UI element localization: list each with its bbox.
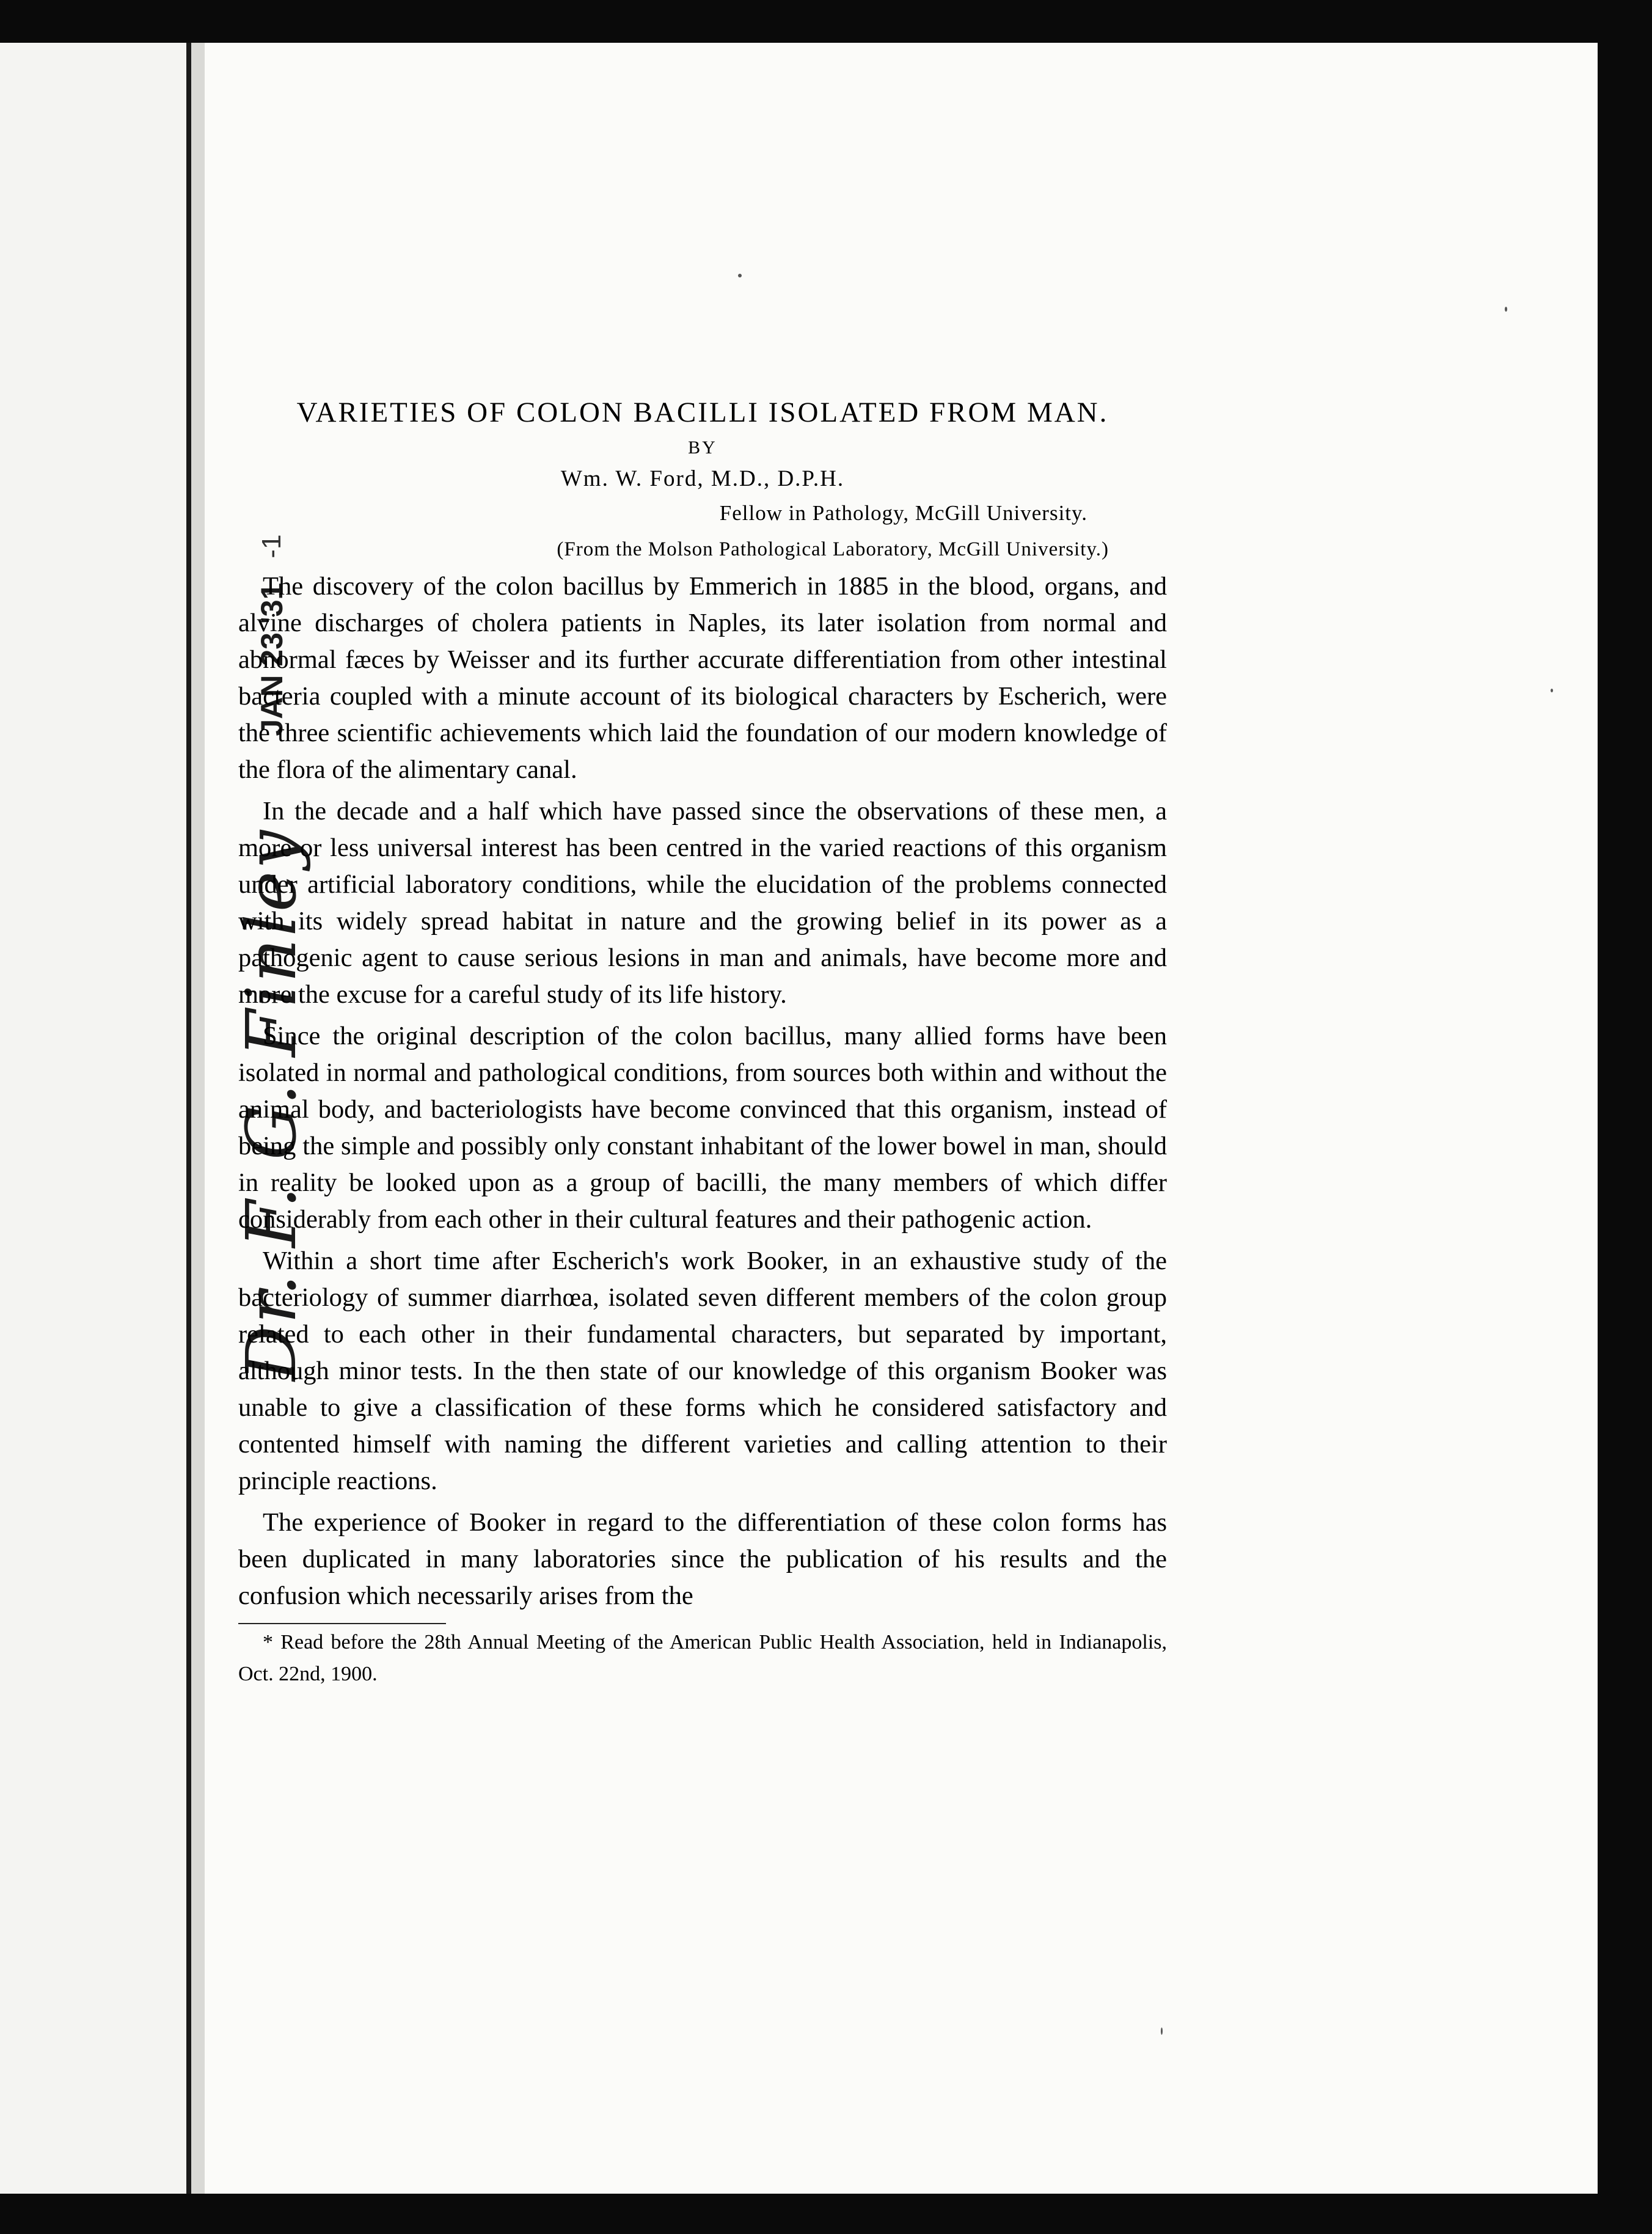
handwritten-signature: Dr. F. G. Finley [232, 827, 312, 1381]
paragraph: In the decade and a half which have passed since the observations of these men, a more or less universal interest has been centred in the varied reactions of this organism under artificial laboratory conditions, while the elucidation of the problems connected with its widely spread habitat in nature and the growing belief in its power as a pathogenic agent to cause serious lesions in man and animals, have become more and more the excuse for a careful study of its life history. [238, 797, 1167, 1009]
ink-speck [738, 274, 742, 277]
footnote-divider [238, 1623, 446, 1624]
ink-speck [1161, 2027, 1163, 2035]
stamp-mark: -1 [257, 534, 287, 558]
byline: BY [688, 438, 717, 458]
ink-speck [1551, 689, 1553, 692]
paragraph: Since the original description of the colon bacillus, many allied forms have been isolated in normal and pathological conditions, from sources both within and without the animal body, and bacteriologists have become convinced that this organism, instead of being the simple and possibly only constant inhabitant of the lower bowel in man, should in reality be looked upon as a group of bacilli, the many members of which differ considerably from each other in their cultural features and their pathogenic action. [238, 1022, 1167, 1234]
ink-speck [1505, 307, 1507, 312]
article-title: VARIETIES OF COLON BACILLI ISOLATED FROM MAN. [296, 397, 1109, 428]
book-spine [186, 43, 191, 2194]
author-position: Fellow in Pathology, McGill University. [719, 501, 1087, 525]
page-gutter [191, 43, 205, 2194]
paragraph: The discovery of the colon bacillus by Emmerich in 1885 in the blood, organs, and alvine discharges of cholera patients in Naples, its later isolation from normal and abnormal fæces by Weisser and its further accurate differentiation from other intestinal bacteria coupled with a minute account of its biological characters by Escherich, were the three scientific achievements which laid the foundation of our modern knowledge of the flora of the alimentary canal. [238, 572, 1167, 784]
author-name: Wm. W. Ford, M.D., D.P.H. [560, 466, 845, 491]
author-affiliation: (From the Molson Pathological Laboratory, McGill University.) [557, 538, 1109, 560]
footnote: * Read before the 28th Annual Meeting of the American Public Health Association, held in Indianapolis, Oct. 22nd, 1900. [238, 1631, 1167, 1685]
date-stamp: JAN 23 '31 [255, 582, 289, 736]
facing-page-edge [0, 43, 186, 2194]
paragraph: Within a short time after Escherich's work Booker, in an exhaustive study of the bacteriology of summer diarrhœa, isolated seven different members of the colon group related to each other in their fundamental characters, but separated by important, although minor tests. In the then state of our knowledge of this organism Booker was unable to give a classification of these forms which he considered satisfactory and contented himself with naming the different varieties and calling attention to their principle reactions. [238, 1247, 1167, 1495]
article-body [238, 391, 1167, 1690]
paragraph: The experience of Booker in regard to the differentiation of these colon forms has been duplicated in many laboratories since the publication of his results and the confusion which necessarily arises from the [238, 1508, 1167, 1610]
